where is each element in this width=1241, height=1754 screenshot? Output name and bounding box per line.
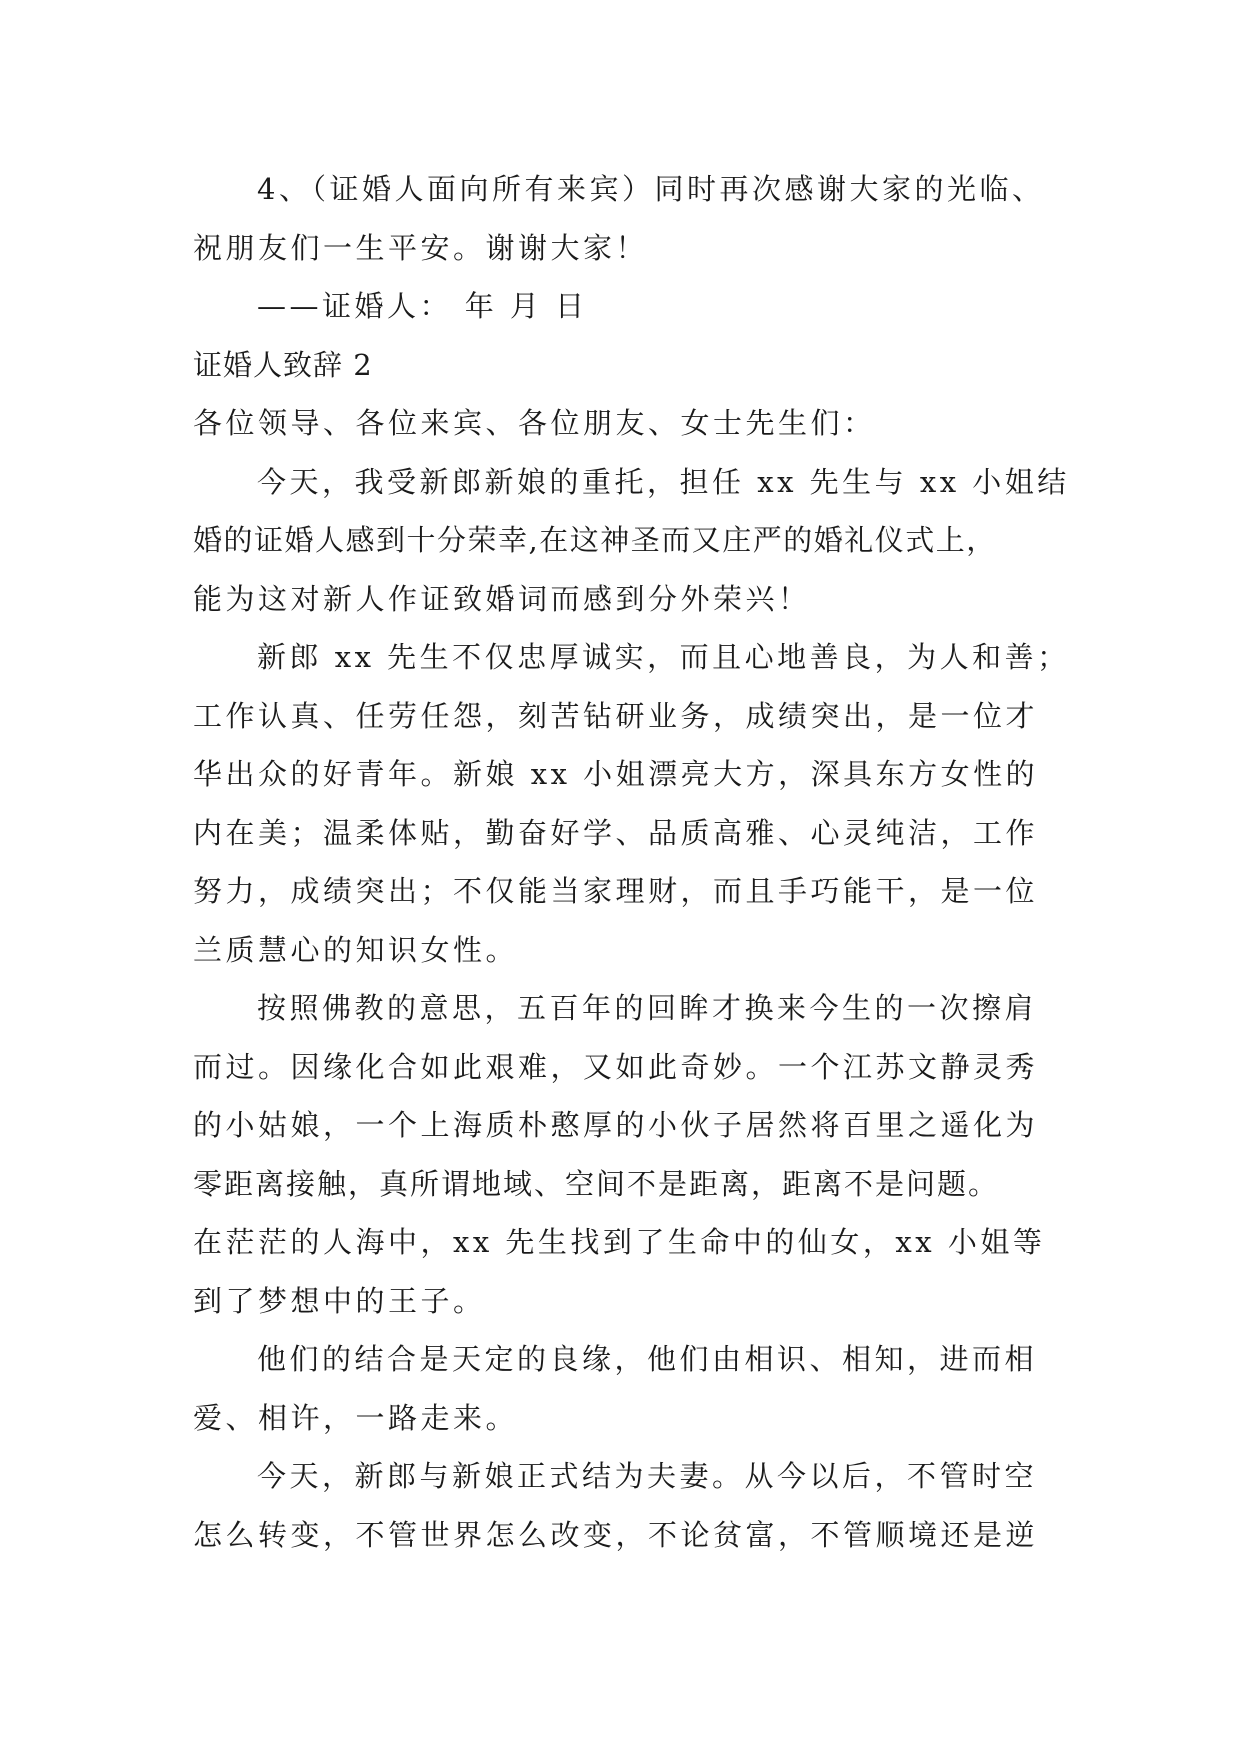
paragraph-line: 能为这对新人作证致婚词而感到分外荣兴！	[193, 581, 811, 616]
paragraph-line: 今天，我受新郎新娘的重托，担任 xx 先生与 xx 小姐结	[257, 464, 1070, 499]
paragraph-line: 的小姑娘，一个上海质朴憨厚的小伙子居然将百里之遥化为	[193, 1108, 1039, 1142]
paragraph-line: 新郎 xx 先生不仅忠厚诚实，而且心地善良，为人和善；	[257, 640, 1070, 674]
section-title: 证婚人致辞 2	[193, 347, 373, 382]
paragraph-line: 婚的证婚人感到十分荣幸,在这神圣而又庄严的婚礼仪式上，	[193, 523, 997, 557]
paragraph-line: 兰质慧心的知识女性。	[193, 932, 519, 967]
paragraph-line: 到了梦想中的王子。	[193, 1283, 486, 1318]
paragraph-line: 在茫茫的人海中，xx 先生找到了生命中的仙女，xx 小姐等	[193, 1225, 1046, 1259]
paragraph-line: 4、（证婚人面向所有来宾）同时再次感谢大家的光临、	[257, 172, 1045, 206]
paragraph-line: 今天，新郎与新娘正式结为夫妻。从今以后，不管时空	[257, 1459, 1038, 1493]
paragraph-line: 他们的结合是天定的良缘，他们由相识、相知，进而相	[257, 1342, 1038, 1376]
paragraph-line: 内在美；温柔体贴，勤奋好学、品质高雅、心灵纯洁，工作	[193, 815, 1039, 850]
salutation-line: 各位领导、各位来宾、各位朋友、女士先生们：	[193, 406, 876, 440]
paragraph-line: 而过。因缘化合如此艰难，又如此奇妙。一个江苏文静灵秀	[193, 1049, 1039, 1084]
paragraph-line: 按照佛教的意思，五百年的回眸才换来今生的一次擦肩	[257, 991, 1038, 1025]
paragraph-line: 祝朋友们一生平安。谢谢大家！	[193, 230, 649, 265]
document-body	[193, 160, 1070, 1564]
paragraph-line: 爱、相许，一路走来。	[193, 1400, 519, 1435]
paragraph-line: 零距离接触，真所谓地域、空间不是距离，距离不是问题。	[193, 1166, 1000, 1201]
paragraph-line: 努力，成绩突出；不仅能当家理财，而且手巧能干，是一位	[193, 874, 1039, 908]
signature-line: ——证婚人： 年 月 日	[257, 289, 588, 323]
paragraph-line: 工作认真、任劳任怨，刻苦钻研业务，成绩突出，是一位才	[193, 698, 1039, 733]
paragraph-line: 华出众的好青年。新娘 xx 小姐漂亮大方，深具东方女性的	[193, 757, 1039, 791]
paragraph-line: 怎么转变，不管世界怎么改变，不论贫富，不管顺境还是逆	[193, 1517, 1039, 1552]
